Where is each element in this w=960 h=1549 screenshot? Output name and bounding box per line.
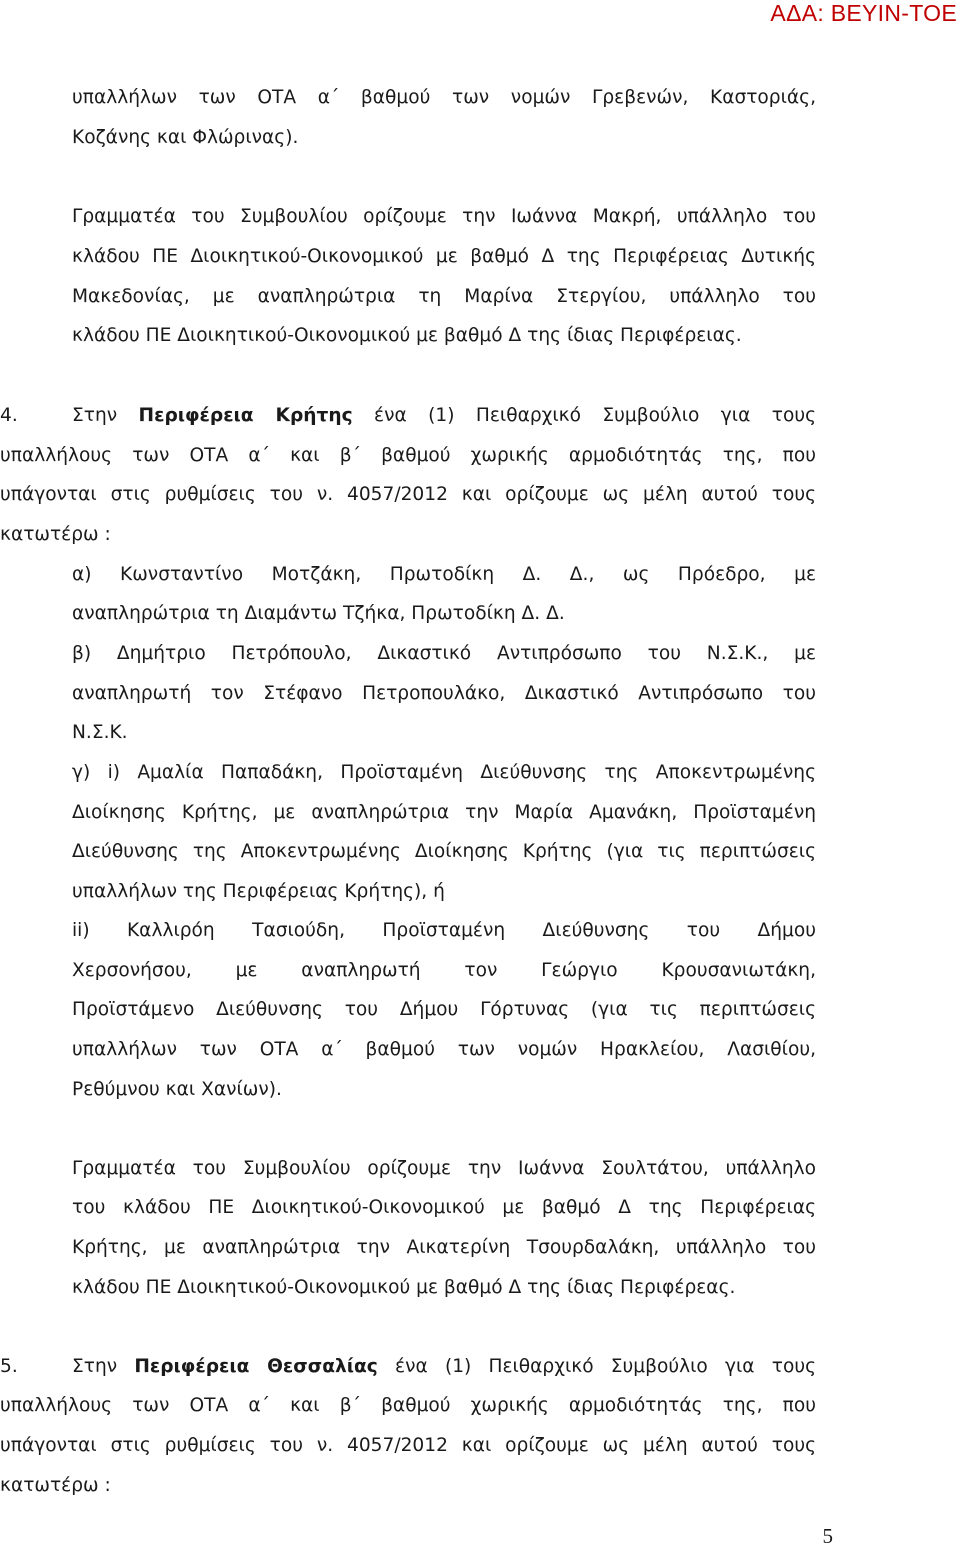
body-line: Μακεδονίας, με αναπληρώτρια τη Μαρίνα Στεργίου, υπάλληλο του xyxy=(72,286,816,307)
body-line: του κλάδου ΠΕ Διοικητικού-Οικονομικού με βαθμό Δ της Περιφέρειας xyxy=(72,1197,816,1218)
body-line: Κοζάνης και Φλώρινας). xyxy=(72,127,299,148)
member-line: ii) Καλλιρόη Τασιούδη, Προϊσταμένη Διεύθυνσης του Δήμου xyxy=(72,920,816,941)
body-line: κλάδου ΠΕ Διοικητικού-Οικονομικού με βαθμό Δ της ίδιας Περιφέρειας. xyxy=(72,325,742,346)
body-line: υπάγονται στις ρυθμίσεις του ν. 4057/2012 και ορίζουμε ως μέλη αυτού τους xyxy=(0,484,816,505)
region-name: Περιφέρεια Κρήτης xyxy=(138,405,353,426)
body-line: κλάδου ΠΕ Διοικητικού-Οικονομικού με βαθμό Δ της Περιφέρειας Δυτικής xyxy=(72,246,816,267)
member-line: υπαλλήλων της Περιφέρειας Κρήτης), ή xyxy=(72,881,445,902)
member-line: υπαλλήλων των ΟΤΑ α΄ βαθμού των νομών Ηρακλείου, Λασιθίου, xyxy=(72,1039,816,1060)
body-line: υπαλλήλους των ΟΤΑ α΄ και β΄ βαθμού χωρικής αρμοδιότητάς της, που xyxy=(0,1395,816,1416)
member-line: Ν.Σ.Κ. xyxy=(72,722,128,743)
body-line: υπάγονται στις ρυθμίσεις του ν. 4057/2012 και ορίζουμε ως μέλη αυτού τους xyxy=(0,1435,816,1456)
item-number: 4. xyxy=(0,405,18,426)
body-line: υπαλλήλων των ΟΤΑ α΄ βαθμού των νομών Γρεβενών, Καστοριάς, xyxy=(72,87,816,108)
member-line: Διεύθυνσης της Αποκεντρωμένης Διοίκησης Κρήτης (για τις περιπτώσεις xyxy=(72,841,816,862)
body-line: κατωτέρω : xyxy=(0,1475,111,1496)
body-line: Κρήτης, με αναπληρώτρια την Αικατερίνη Τσουρδαλάκη, υπάλληλο του xyxy=(72,1237,816,1258)
item-heading-text: Στην Περιφέρεια Κρήτης ένα (1) Πειθαρχικό Συμβούλιο για τους xyxy=(72,405,816,426)
member-line: Χερσονήσου, με αναπληρωτή τον Γεώργιο Κρουσανιωτάκη, xyxy=(72,960,816,981)
ada-code: ΑΔΑ: ΒΕΥΙΝ-ΤΟΕ xyxy=(770,0,957,26)
member-line: α) Κωνσταντίνο Μοτζάκη, Πρωτοδίκη Δ. Δ., ως Πρόεδρο, με xyxy=(72,564,816,585)
region-name: Περιφέρεια Θεσσαλίας xyxy=(134,1356,378,1377)
member-line: γ) i) Αμαλία Παπαδάκη, Προϊσταμένη Διεύθυνσης της Αποκεντρωμένης xyxy=(72,762,816,783)
item-heading-text: Στην Περιφέρεια Θεσσαλίας ένα (1) Πειθαρχικό Συμβούλιο για τους xyxy=(72,1356,816,1377)
member-line: β) Δημήτριο Πετρόπουλο, Δικαστικό Αντιπρόσωπο του Ν.Σ.Κ., με xyxy=(72,643,816,664)
body-line: Γραμματέα του Συμβουλίου ορίζουμε την Ιωάννα Μακρή, υπάλληλο του xyxy=(72,206,816,227)
member-line: αναπληρωτή τον Στέφανο Πετροπουλάκο, Δικαστικό Αντιπρόσωπο του xyxy=(72,683,816,704)
body-line: κατωτέρω : xyxy=(0,524,111,545)
member-line: Ρεθύμνου και Χανίων). xyxy=(72,1079,282,1100)
body-line: υπαλλήλους των ΟΤΑ α΄ και β΄ βαθμού χωρικής αρμοδιότητάς της, που xyxy=(0,445,816,466)
page-number: 5 xyxy=(822,1524,833,1548)
item-number: 5. xyxy=(0,1356,18,1377)
body-line: Γραμματέα του Συμβουλίου ορίζουμε την Ιωάννα Σουλτάτου, υπάλληλο xyxy=(72,1158,816,1179)
member-line: αναπληρώτρια τη Διαμάντω Τζήκα, Πρωτοδίκη Δ. Δ. xyxy=(72,603,565,624)
member-line: Προϊστάμενο Διεύθυνσης του Δήμου Γόρτυνας (για τις περιπτώσεις xyxy=(72,999,816,1020)
body-line: κλάδου ΠΕ Διοικητικού-Οικονομικού με βαθμό Δ της ίδιας Περιφέρεας. xyxy=(72,1277,736,1298)
member-line: Διοίκησης Κρήτης, με αναπληρώτρια την Μαρία Αμανάκη, Προϊσταμένη xyxy=(72,802,816,823)
